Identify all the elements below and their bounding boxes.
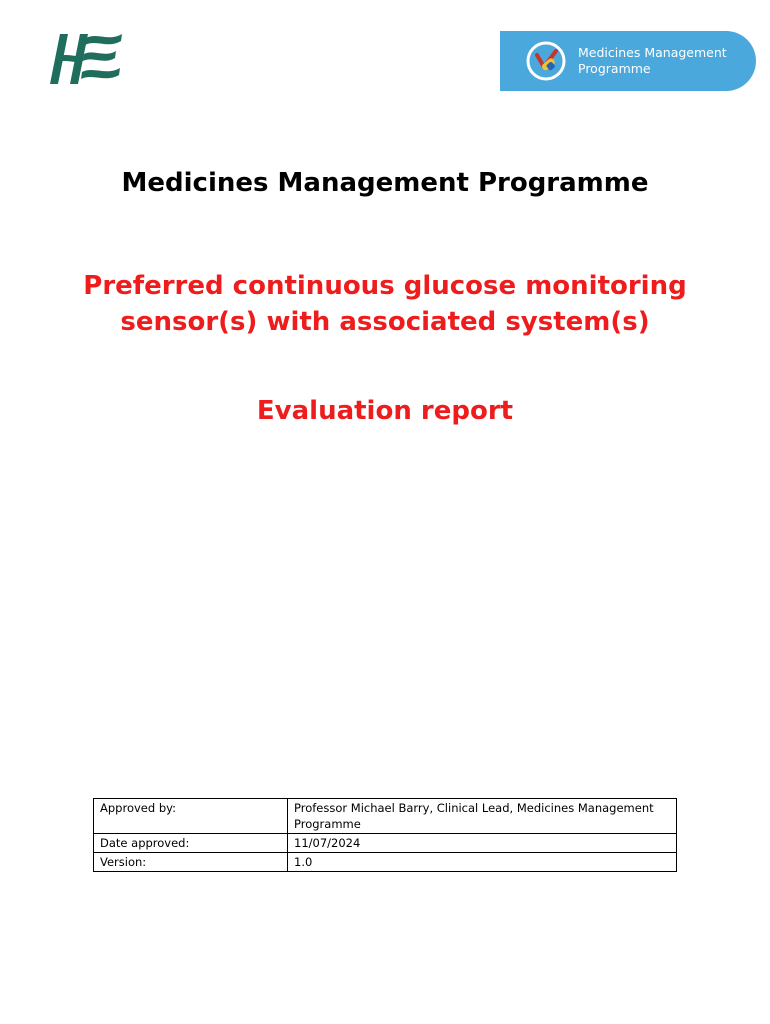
approved-by-value: Professor Michael Barry, Clinical Lead, Medicines Management Programme [288,799,677,834]
document-title: Medicines Management Programme [121,168,649,198]
subtitle-line-2: sensor(s) with associated system(s) [120,307,650,337]
subtitle-line-1: Preferred continuous glucose monitoring [83,271,687,301]
medicines-management-icon [524,39,568,83]
approval-table [93,798,677,872]
table-row [94,799,677,834]
badge-text [578,45,727,77]
version-value: 1.0 [288,853,677,872]
table-row [94,853,677,872]
document-subtitle [0,268,770,340]
badge-text-line1: Medicines Management [578,45,727,60]
medicines-management-programme-badge [500,31,756,91]
date-approved-value: 11/07/2024 [288,834,677,853]
hse-logo-icon [40,20,132,96]
table-row [94,834,677,853]
approved-by-label: Approved by: [94,799,288,834]
version-label: Version: [94,853,288,872]
hse-logo [40,20,132,96]
date-approved-label: Date approved: [94,834,288,853]
badge-text-line2: Programme [578,61,651,76]
report-type-heading: Evaluation report [256,396,514,426]
